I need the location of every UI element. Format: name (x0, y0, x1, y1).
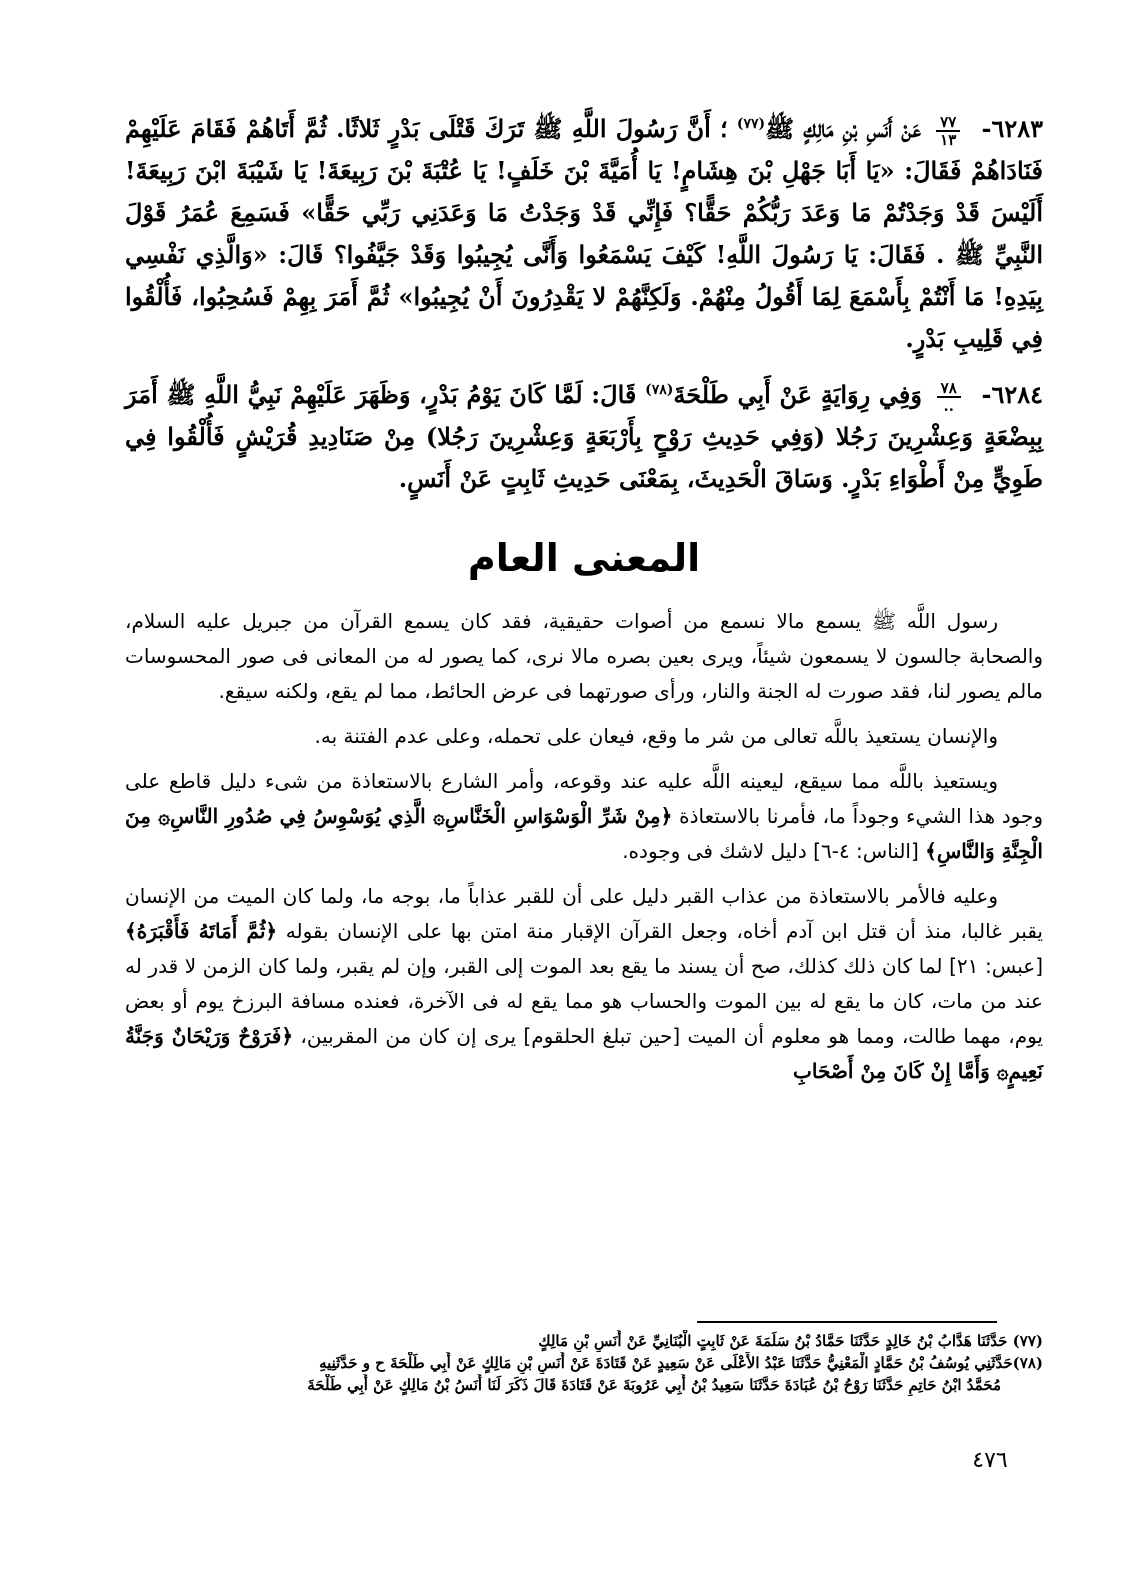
hadith-opening: عَنْ أَنَسِ بْنِ مَالِكٍ ﷺ (765, 114, 921, 143)
paragraph-text: [الناس: ٤-٦] دليل لاشك فى وجوده. (622, 839, 926, 863)
reference-numerator: ٧٧ (936, 114, 960, 132)
hadith-6283 (125, 108, 1043, 360)
page-number: ٤٧٦ (972, 1448, 1008, 1473)
footnotes (130, 1330, 1043, 1396)
quran-quote: ﴿مِنْ شَرِّ الْوَسْوَاسِ الْخَنَّاسِ۞ الَّذِي يُوَسْوِسُ فِي صُدُورِ النَّاسِ۞ مِنَ الْجِنَّةِ وَالنَّاسِ﴾ (125, 804, 1043, 863)
paragraph-text: رسول اللَّه ﷺ يسمع مالا نسمع من أصوات حقيقية، فقد كان يسمع القرآن من جبريل عليه السلام، والصحابة جالسون لا يسمعون شيئاً، ويرى بعين بصره مالا نرى، كما يصور له من المعانى فى صور المحسوسات مالم يصور لنا، فقد صورت له الجنة والنار، ورأى صورتهما فى عرض الحائط، مما لم يقع، ولكنه سيقع. (125, 609, 1043, 703)
footnote-marker: (٧٨) (1012, 1354, 1043, 1372)
reference-numerator: ٧٨ (937, 380, 961, 398)
hadith-number: ٦٢٨٣- (981, 114, 1044, 143)
paragraph-4 (125, 879, 1043, 1089)
paragraph-1 (125, 604, 1043, 709)
paragraph-2 (125, 719, 1043, 754)
quran-quote: ﴿ثُمَّ أَمَاتَهُ فَأَقْبَرَهُ﴾ (125, 919, 278, 943)
paragraph-text: وعليه فالأمر بالاستعاذة من عذاب القبر دليل على أن للقبر عذاباً ما، بوجه ما، ولما كان الميت من الإنسان يقبر غالبا، منذ أن قتل ابن آدم أخاه، وجعل القرآن الإقبار منة امتن بها على الإنسان بقوله (125, 884, 1044, 943)
quran-quote: ﴿فَرَوْحٌ وَرَيْحَانٌ وَجَنَّةُ نَعِيمٍ۞ وَأَمَّا إِنْ كَانَ مِنْ أَصْحَابِ (125, 1024, 1043, 1083)
footnote-text: حَدَّثَنِي يُوسُفُ بْنُ حَمَّادٍ الْمَعْنِيُّ حَدَّثَنَا عَبْدُ الأَعْلَى عَنْ سَعِيدٍ عَنْ قَتَادَةَ عَنْ أَنَسِ بْنِ مَالِكٍ عَنْ أَبِي طَلْحَةَ ح و حَدَّثَنِيهِ (319, 1354, 1013, 1372)
hadith-number: ٦٢٨٤- (981, 380, 1044, 409)
footnote-78-continuation (130, 1374, 1043, 1396)
section-title: المعنى العام (467, 536, 701, 580)
footnote-separator (697, 1321, 997, 1323)
footnote-77 (130, 1330, 1043, 1352)
hadith-reference-fraction (936, 114, 960, 148)
footnote-text: حَدَّثَنَا هَدَّابُ بْنُ خَالِدٍ حَدَّثَنَا حَمَّادُ بْنُ سَلَمَةَ عَنْ ثَابِتٍ الْبُنَانِيِّ عَنْ أَنَسِ بْنِ مَالِكٍ (538, 1332, 1008, 1350)
reference-denominator: ١٣ (940, 130, 957, 149)
page-body (125, 108, 1043, 1099)
hadith-text: ؛ أَنَّ رَسُولَ اللَّهِ ﷺ تَرَكَ قَتْلَى بَدْرٍ ثَلاثًا. ثُمَّ أَتَاهُمْ فَقَامَ عَلَيْهِمْ فَنَادَاهُمْ فَقَالَ: «يَا أَبَا جَهْلِ بْنَ هِشَامٍ! يَا أُمَيَّةَ بْنَ خَلَفٍ! يَا عُتْبَةَ بْنَ رَبِيعَةَ! يَا شَيْبَةَ ابْنَ رَبِيعَةَ! أَلَيْسَ قَدْ وَجَدْتُمْ مَا وَعَدَ رَبُّكُمْ حَقًّا؟ فَإِنِّي قَدْ وَجَدْتُ مَا وَعَدَنِي رَبِّي حَقًّا» فَسَمِعَ عُمَرُ قَوْلَ النَّبِيِّ ﷺ . فَقَالَ: يَا رَسُولَ اللَّهِ! كَيْفَ يَسْمَعُوا وَأَنَّى يُجِيبُوا وَقَدْ جَيَّفُوا؟ قَالَ: «وَالَّذِي نَفْسِي بِيَدِهِ! مَا أَنْتُمْ بِأَسْمَعَ لِمَا أَقُولُ مِنْهُمْ. وَلَكِنَّهُمْ لا يَقْدِرُونَ أَنْ يُجِيبُوا» ثُمَّ أَمَرَ بِهِمْ فَسُحِبُوا، فَأُلْقُوا فِي قَلِيبِ بَدْرٍ. (125, 114, 1043, 353)
footnote-marker-77[interactable]: (٧٧) (736, 116, 766, 132)
paragraph-text: [عبس: ٢١] لما كان ذلك كذلك، صح أن يسند ما يقع بعد الموت إلى القبر، وإن لم يقبر، ولما كان الزمن لا قدر له عند من مات، كان ما يقع له بين الموت والحساب هو مما يقع له فى الآخرة، فعنده مسافة البرزخ يوم أو بعض يوم، مهما طالت، ومما هو معلوم أن الميت [حين تبلغ الحلقوم] يرى إن كان من المقربين، (125, 954, 1043, 1048)
paragraph-text: والإنسان يستعيذ باللَّه تعالى من شر ما وقع، فيعان على تحمله، وعلى عدم الفتنة به. (314, 724, 998, 748)
hadith-reference-fraction (937, 380, 961, 414)
footnote-78 (130, 1352, 1043, 1374)
footnote-marker: (٧٧) (1012, 1332, 1043, 1350)
paragraph-3 (125, 764, 1043, 869)
footnote-marker-78[interactable]: (٧٨) (645, 382, 674, 398)
footnote-text: مُحَمَّدُ ابْنُ حَاتِمٍ حَدَّثَنَا رَوْحُ بْنُ عُبَادَةَ حَدَّثَنَا سَعِيدُ بْنُ أَبِي عَرُوبَةَ عَنْ قَتَادَةَ قَالَ ذَكَرَ لَنَا أَنَسُ بْنُ مَالِكٍ عَنْ أَبِي طَلْحَةَ (307, 1376, 1001, 1394)
paragraph-text: ويستعيذ باللَّه مما سيقع، ليعينه اللَّه عليه عند وقوعه، وأمر الشارع بالاستعاذة من شىء دليل قاطع على وجود هذا الشيء وجوداً ما، فأمرنا بالاستعاذة (125, 769, 1044, 828)
reference-denominator: .. (943, 396, 954, 415)
hadith-6284 (125, 374, 1043, 500)
hadith-text: قَالَ: لَمَّا كَانَ يَوْمُ بَدْرٍ، وَظَهَرَ عَلَيْهِمْ نَبِيُّ اللَّهِ ﷺ أَمَرَ بِبِضْعَةٍ وَعِشْرِينَ رَجُلا (وَفِي حَدِيثِ رَوْحٍ بِأَرْبَعَةٍ وَعِشْرِينَ رَجُلا) مِنْ صَنَادِيدِ قُرَيْشٍ فَأُلْقُوا فِي طَوِيٍّ مِنْ أَطْوَاءِ بَدْرٍ. وَسَاقَ الْحَدِيثَ، بِمَعْنَى حَدِيثِ ثَابِتٍ عَنْ أَنَسٍ. (125, 380, 1043, 493)
hadith-opening: وَفِي رِوَايَةٍ عَنْ أَبِي طَلْحَةَ (673, 380, 922, 409)
